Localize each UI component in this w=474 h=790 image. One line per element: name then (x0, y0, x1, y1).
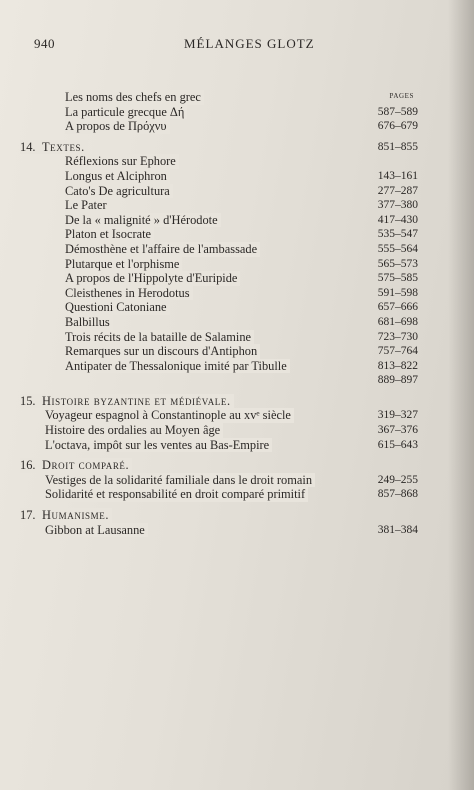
entry-pages: 377–380 (377, 199, 418, 212)
toc-entry (65, 315, 418, 330)
section-textes (20, 140, 418, 388)
entry-pages: 143–161 (377, 169, 418, 182)
toc-entry (65, 169, 418, 184)
toc-entry (65, 344, 418, 359)
entry-title: A propos de Πρόχνυ (65, 119, 170, 134)
entry-title: Questioni Catoniane (65, 300, 170, 315)
entry-pages: 857–868 (377, 488, 418, 501)
entry-title: A propos de l'Hippolyte d'Euripide (65, 271, 240, 286)
entry-pages: 535–547 (377, 228, 418, 241)
section-number: 16. (20, 458, 36, 473)
entry-pages: 681–698 (377, 315, 418, 328)
entry-pages: 575–585 (377, 272, 418, 285)
entry-title: Voyageur espagnol à Constantinople au xvᵉ siècle (45, 408, 294, 423)
entry-pages: 381–384 (377, 523, 418, 536)
entry-title: Trois récits de la bataille de Salamine (65, 330, 254, 345)
entry-pages: 591–598 (377, 286, 418, 299)
toc-entry (45, 487, 418, 502)
entry-title: Plutarque et l'orphisme (65, 257, 182, 272)
entry-title: Antipater de Thessalonique imité par Tibulle (65, 359, 290, 374)
entry-title: Cato's De agricultura (65, 184, 173, 199)
entry-pages: 813–822 (377, 359, 418, 372)
toc-entry (45, 423, 418, 438)
section-heading (20, 140, 418, 155)
toc-entry (45, 473, 418, 488)
running-title: MÉLANGES GLOTZ (184, 36, 315, 51)
toc-entry (65, 286, 418, 301)
toc-entry (45, 408, 418, 423)
entry-title: L'octava, impôt sur les ventes au Bas-Empire (45, 438, 272, 453)
toc-entry (65, 359, 418, 374)
entry-title: Démosthène et l'affaire de l'ambassade (65, 242, 260, 257)
toc-entry (65, 271, 418, 286)
toc-entry (65, 105, 418, 120)
entry-pages: 851–855 (377, 140, 418, 153)
pages-column-label: PAGES (389, 92, 414, 100)
entry-title: Vestiges de la solidarité familiale dans le droit romain (45, 473, 315, 488)
entry-title: Histoire des ordalies au Moyen âge (45, 423, 223, 438)
entry-pages: 555–564 (377, 242, 418, 255)
page-gutter-shadow (448, 0, 474, 790)
toc-entry (65, 119, 418, 134)
toc-entry (65, 242, 418, 257)
section-label: Textes. (42, 139, 85, 154)
entry-title: Cleisthenes in Herodotus (65, 286, 193, 301)
entry-pages: 757–764 (377, 345, 418, 358)
section-heading (20, 458, 418, 473)
section-label: Humanisme. (42, 508, 110, 523)
entry-title: De la « malignité » d'Hérodote (65, 213, 221, 228)
entry-title: Le Pater (65, 198, 110, 213)
section-number: 14. (20, 139, 36, 154)
section-heading (20, 394, 418, 409)
entry-title: Solidarité et responsabilité en droit comparé primitif (45, 487, 308, 502)
page-number: 940 (34, 36, 55, 51)
entry-pages: 657–666 (377, 301, 418, 314)
section-humanisme (20, 508, 418, 537)
entry-pages: 319–327 (377, 409, 418, 422)
toc-entry (65, 227, 418, 242)
entry-pages: 587–589 (377, 105, 418, 118)
entry-title: Remarques sur un discours d'Antiphon (65, 344, 260, 359)
section-number: 15. (20, 393, 36, 408)
toc-entry (65, 330, 418, 345)
entry-pages: 676–679 (377, 120, 418, 133)
entry-pages: 565–573 (377, 257, 418, 270)
entry-title: Balbillus (65, 315, 113, 330)
toc-entry (45, 523, 418, 538)
section-label: Histoire byzantine et médiévale. (42, 393, 231, 408)
toc-entry (65, 213, 418, 228)
section-histoire-byzantine (20, 394, 418, 452)
entry-pages: 615–643 (377, 438, 418, 451)
entry-title: Réflexions sur Ephore (65, 154, 179, 169)
section-droit-compare (20, 458, 418, 502)
toc-entry (65, 184, 418, 199)
entry-pages: 277–287 (377, 184, 418, 197)
entry-pages: 249–255 (377, 473, 418, 486)
entry-pages: 889–897 (377, 374, 418, 387)
toc-entry (65, 90, 418, 105)
section-heading (20, 508, 418, 523)
entry-title: Les noms des chefs en grec (65, 90, 204, 105)
section-number: 17. (20, 508, 36, 523)
entry-title: Longus et Alciphron (65, 169, 170, 184)
entry-pages: 367–376 (377, 424, 418, 437)
entry-title: Gibbon at Lausanne (45, 523, 148, 538)
entry-title: La particule grecque Δή (65, 105, 187, 120)
toc-entry (45, 438, 418, 453)
toc-entry (65, 373, 418, 388)
toc-entry (65, 198, 418, 213)
entry-pages: 417–430 (377, 213, 418, 226)
toc-entry (65, 154, 418, 169)
table-of-contents (20, 80, 418, 537)
toc-entry (65, 257, 418, 272)
entry-pages: 723–730 (377, 330, 418, 343)
section-label: Droit comparé. (42, 458, 130, 473)
toc-entry (65, 300, 418, 315)
entry-title: Platon et Isocrate (65, 227, 154, 242)
